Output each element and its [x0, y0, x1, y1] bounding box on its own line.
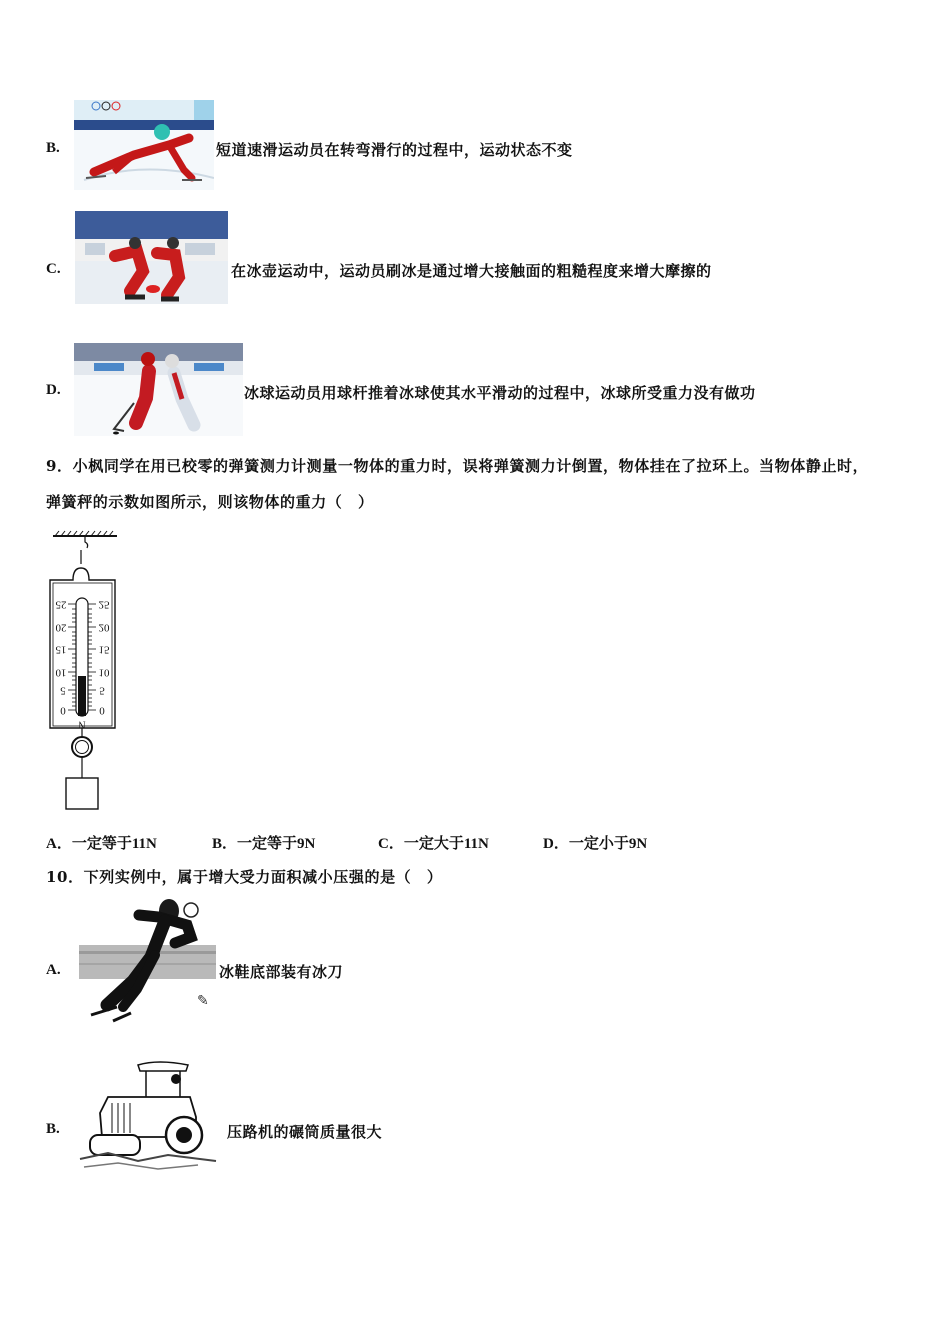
- scale-tick-label: 0: [60, 704, 66, 717]
- q9-choice-d[interactable]: D．一定小于9N: [543, 836, 648, 852]
- scale-tick-label: 15: [55, 643, 67, 656]
- option-letter-c: C.: [46, 261, 61, 277]
- svg-text:✎: ✎: [197, 993, 209, 1009]
- scale-tick-label: 20: [55, 621, 67, 634]
- road-roller-sketch: [78, 1057, 220, 1175]
- scale-tick-label-right: 10: [98, 666, 110, 679]
- option-c-text: 在冰壶运动中，运动员刷冰是通过增大接触面的粗糙程度来增大摩擦的: [231, 262, 712, 280]
- scale-tick-label-right: 15: [98, 643, 110, 656]
- option-a-text: 冰鞋底部装有冰刀: [219, 963, 344, 981]
- option-letter-b-q10: B.: [46, 1121, 60, 1137]
- option-b-text: 短道速滑运动员在转弯滑行的过程中，运动状态不变: [216, 141, 573, 159]
- option-letter-b: B.: [46, 140, 60, 156]
- ice-hockey-photo: [74, 343, 243, 436]
- scale-tick-label: 25: [55, 598, 67, 611]
- q9-choice-c[interactable]: C．一定大于11N: [378, 836, 489, 852]
- q9-choice-b[interactable]: B．一定等于9N: [212, 836, 316, 852]
- option-b-q10-text: 压路机的碾筒质量很大: [227, 1123, 383, 1141]
- option-d-text: 冰球运动员用球杆推着冰球使其水平滑动的过程中，冰球所受重力没有做功: [244, 384, 756, 402]
- ice-skater-sketch: [79, 897, 216, 1025]
- q9-choice-a[interactable]: A．一定等于11N: [46, 836, 157, 852]
- spring-scale-diagram: [45, 528, 125, 814]
- option-letter-d: D.: [46, 382, 61, 398]
- q9-line2: 弹簧秤的示数如图所示，则该物体的重力（ ）: [46, 493, 374, 511]
- scale-tick-label-right: 0: [99, 704, 105, 717]
- curling-photo: [75, 211, 228, 304]
- scale-tick-label-right: 25: [98, 598, 110, 611]
- q9-line1: 9．小枫同学在用已校零的弹簧测力计测量一物体的重力时，误将弹簧测力计倒置，物体挂在了拉环上。当物体静止时，: [46, 457, 869, 475]
- scale-tick-label-right: 20: [98, 621, 110, 634]
- option-letter-a: A.: [46, 962, 61, 978]
- speed-skater-photo: [74, 100, 214, 190]
- q10-line1: 10．下列实例中，属于增大受力面积减小压强的是（ ）: [46, 868, 443, 886]
- scale-unit: N: [78, 718, 86, 730]
- scale-tick-label: 5: [60, 684, 66, 697]
- scale-tick-label: 10: [55, 666, 67, 679]
- scale-tick-label-right: 5: [99, 684, 105, 697]
